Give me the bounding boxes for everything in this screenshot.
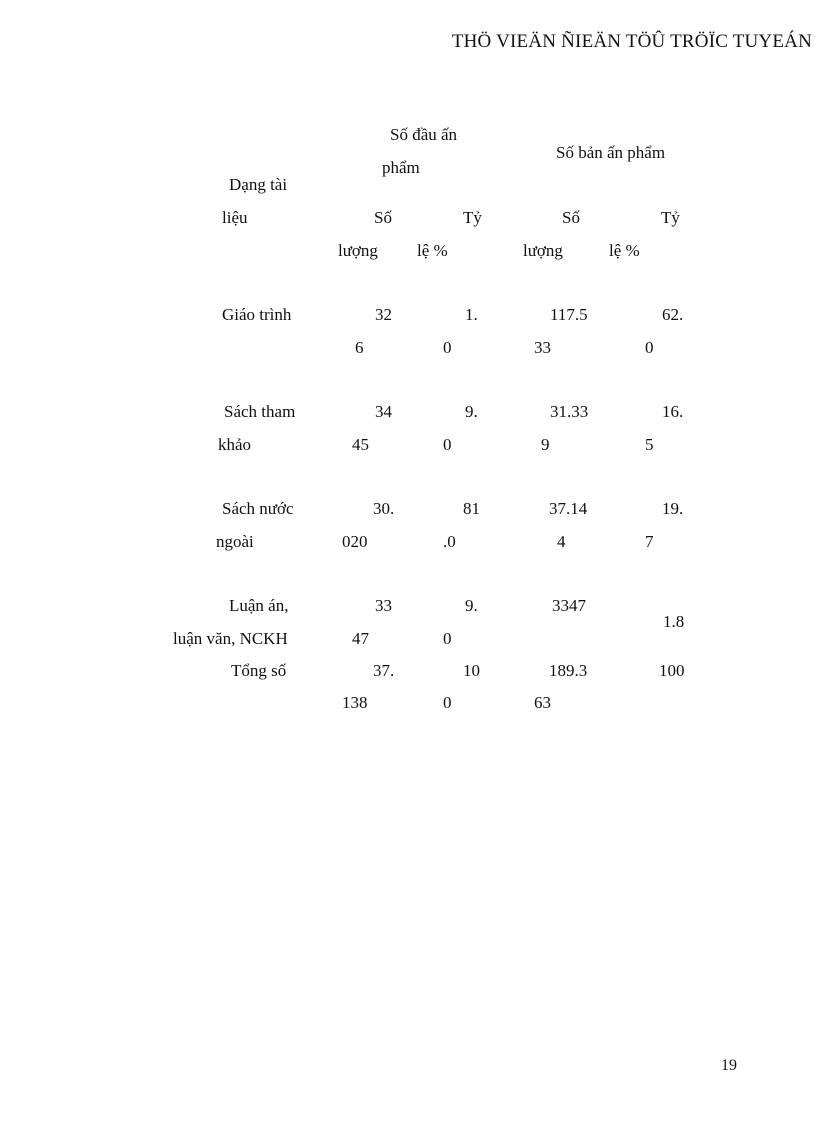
- row-label-total: Tổng số: [231, 661, 287, 680]
- copies-group-header: Số bản ấn phẩm: [556, 143, 666, 162]
- row-label-cont: khảo: [218, 435, 252, 454]
- rate2-header-cont: lệ %: [609, 241, 640, 260]
- doc-type-header: Dạng tài: [229, 175, 288, 194]
- doc-type-header-cont: liệu: [222, 208, 248, 227]
- titles-group-header-cont: phẩm: [382, 158, 420, 177]
- cell-copies-qty: 37.14: [549, 499, 588, 518]
- titles-group-header: Số đầu ấn: [390, 125, 458, 144]
- cell-titles-qty: 32: [375, 305, 392, 324]
- cell-titles-rate-cont: 0: [443, 435, 452, 454]
- cell-titles-rate: 10: [463, 661, 480, 680]
- cell-copies-qty-cont: 9: [541, 435, 550, 454]
- cell-titles-qty: 34: [375, 402, 392, 421]
- qty2-header: Số: [562, 208, 580, 227]
- cell-copies-rate-cont: 5: [645, 435, 654, 454]
- page-number: 19: [721, 1057, 737, 1074]
- cell-titles-rate-cont: 0: [443, 338, 452, 357]
- cell-copies-rate: 62.: [662, 305, 684, 324]
- cell-titles-qty-cont: 6: [355, 338, 364, 357]
- cell-titles-qty-cont: 47: [352, 629, 369, 648]
- cell-copies-rate: 100: [659, 661, 685, 680]
- cell-titles-rate: 9.: [465, 596, 478, 615]
- cell-copies-qty: 3347: [552, 596, 586, 615]
- row-label: Luận án,: [229, 596, 289, 615]
- cell-titles-qty-cont: 45: [352, 435, 369, 454]
- cell-titles-qty: 37.: [373, 661, 395, 680]
- row-label-cont: luận văn, NCKH: [173, 629, 288, 648]
- row-label: Sách tham: [224, 402, 296, 421]
- cell-copies-qty-cont: 63: [534, 693, 551, 712]
- cell-copies-rate-cont: 0: [645, 338, 654, 357]
- cell-titles-qty: 30.: [373, 499, 395, 518]
- running-header: THÖ VIEÄN ÑIEÄN TÖÛ TRÖÏC TUYEÁN: [451, 31, 812, 52]
- qty-header: Số: [374, 208, 392, 227]
- cell-copies-rate: 1.8: [663, 612, 685, 631]
- qty2-header-cont: lượng: [523, 241, 563, 260]
- cell-titles-qty: 33: [375, 596, 392, 615]
- row-label: Sách nước: [222, 499, 294, 518]
- cell-titles-rate: 1.: [465, 305, 478, 324]
- cell-copies-qty: 117.5: [550, 305, 588, 324]
- cell-copies-rate: 16.: [662, 402, 684, 421]
- rate-header: Tỷ: [463, 208, 482, 227]
- cell-copies-rate-cont: 7: [645, 532, 654, 551]
- cell-copies-qty-cont: 33: [534, 338, 551, 357]
- qty-header-cont: lượng: [338, 241, 378, 260]
- cell-titles-rate: 81: [463, 499, 480, 518]
- cell-titles-rate-cont: 0: [443, 693, 452, 712]
- rate-header-cont: lệ %: [417, 241, 448, 260]
- cell-titles-qty-cont: 138: [342, 693, 368, 712]
- row-label: Giáo trình: [222, 305, 292, 324]
- cell-copies-rate: 19.: [662, 499, 684, 518]
- cell-titles-rate-cont: .0: [443, 532, 456, 551]
- cell-copies-qty: 189.3: [549, 661, 588, 680]
- rate2-header: Tỷ: [661, 208, 680, 227]
- cell-titles-rate-cont: 0: [443, 629, 452, 648]
- cell-titles-qty-cont: 020: [342, 532, 368, 551]
- row-label-cont: ngoài: [216, 532, 254, 551]
- cell-titles-rate: 9.: [465, 402, 478, 421]
- cell-copies-qty-cont: 4: [557, 532, 566, 551]
- cell-copies-qty: 31.33: [550, 402, 589, 421]
